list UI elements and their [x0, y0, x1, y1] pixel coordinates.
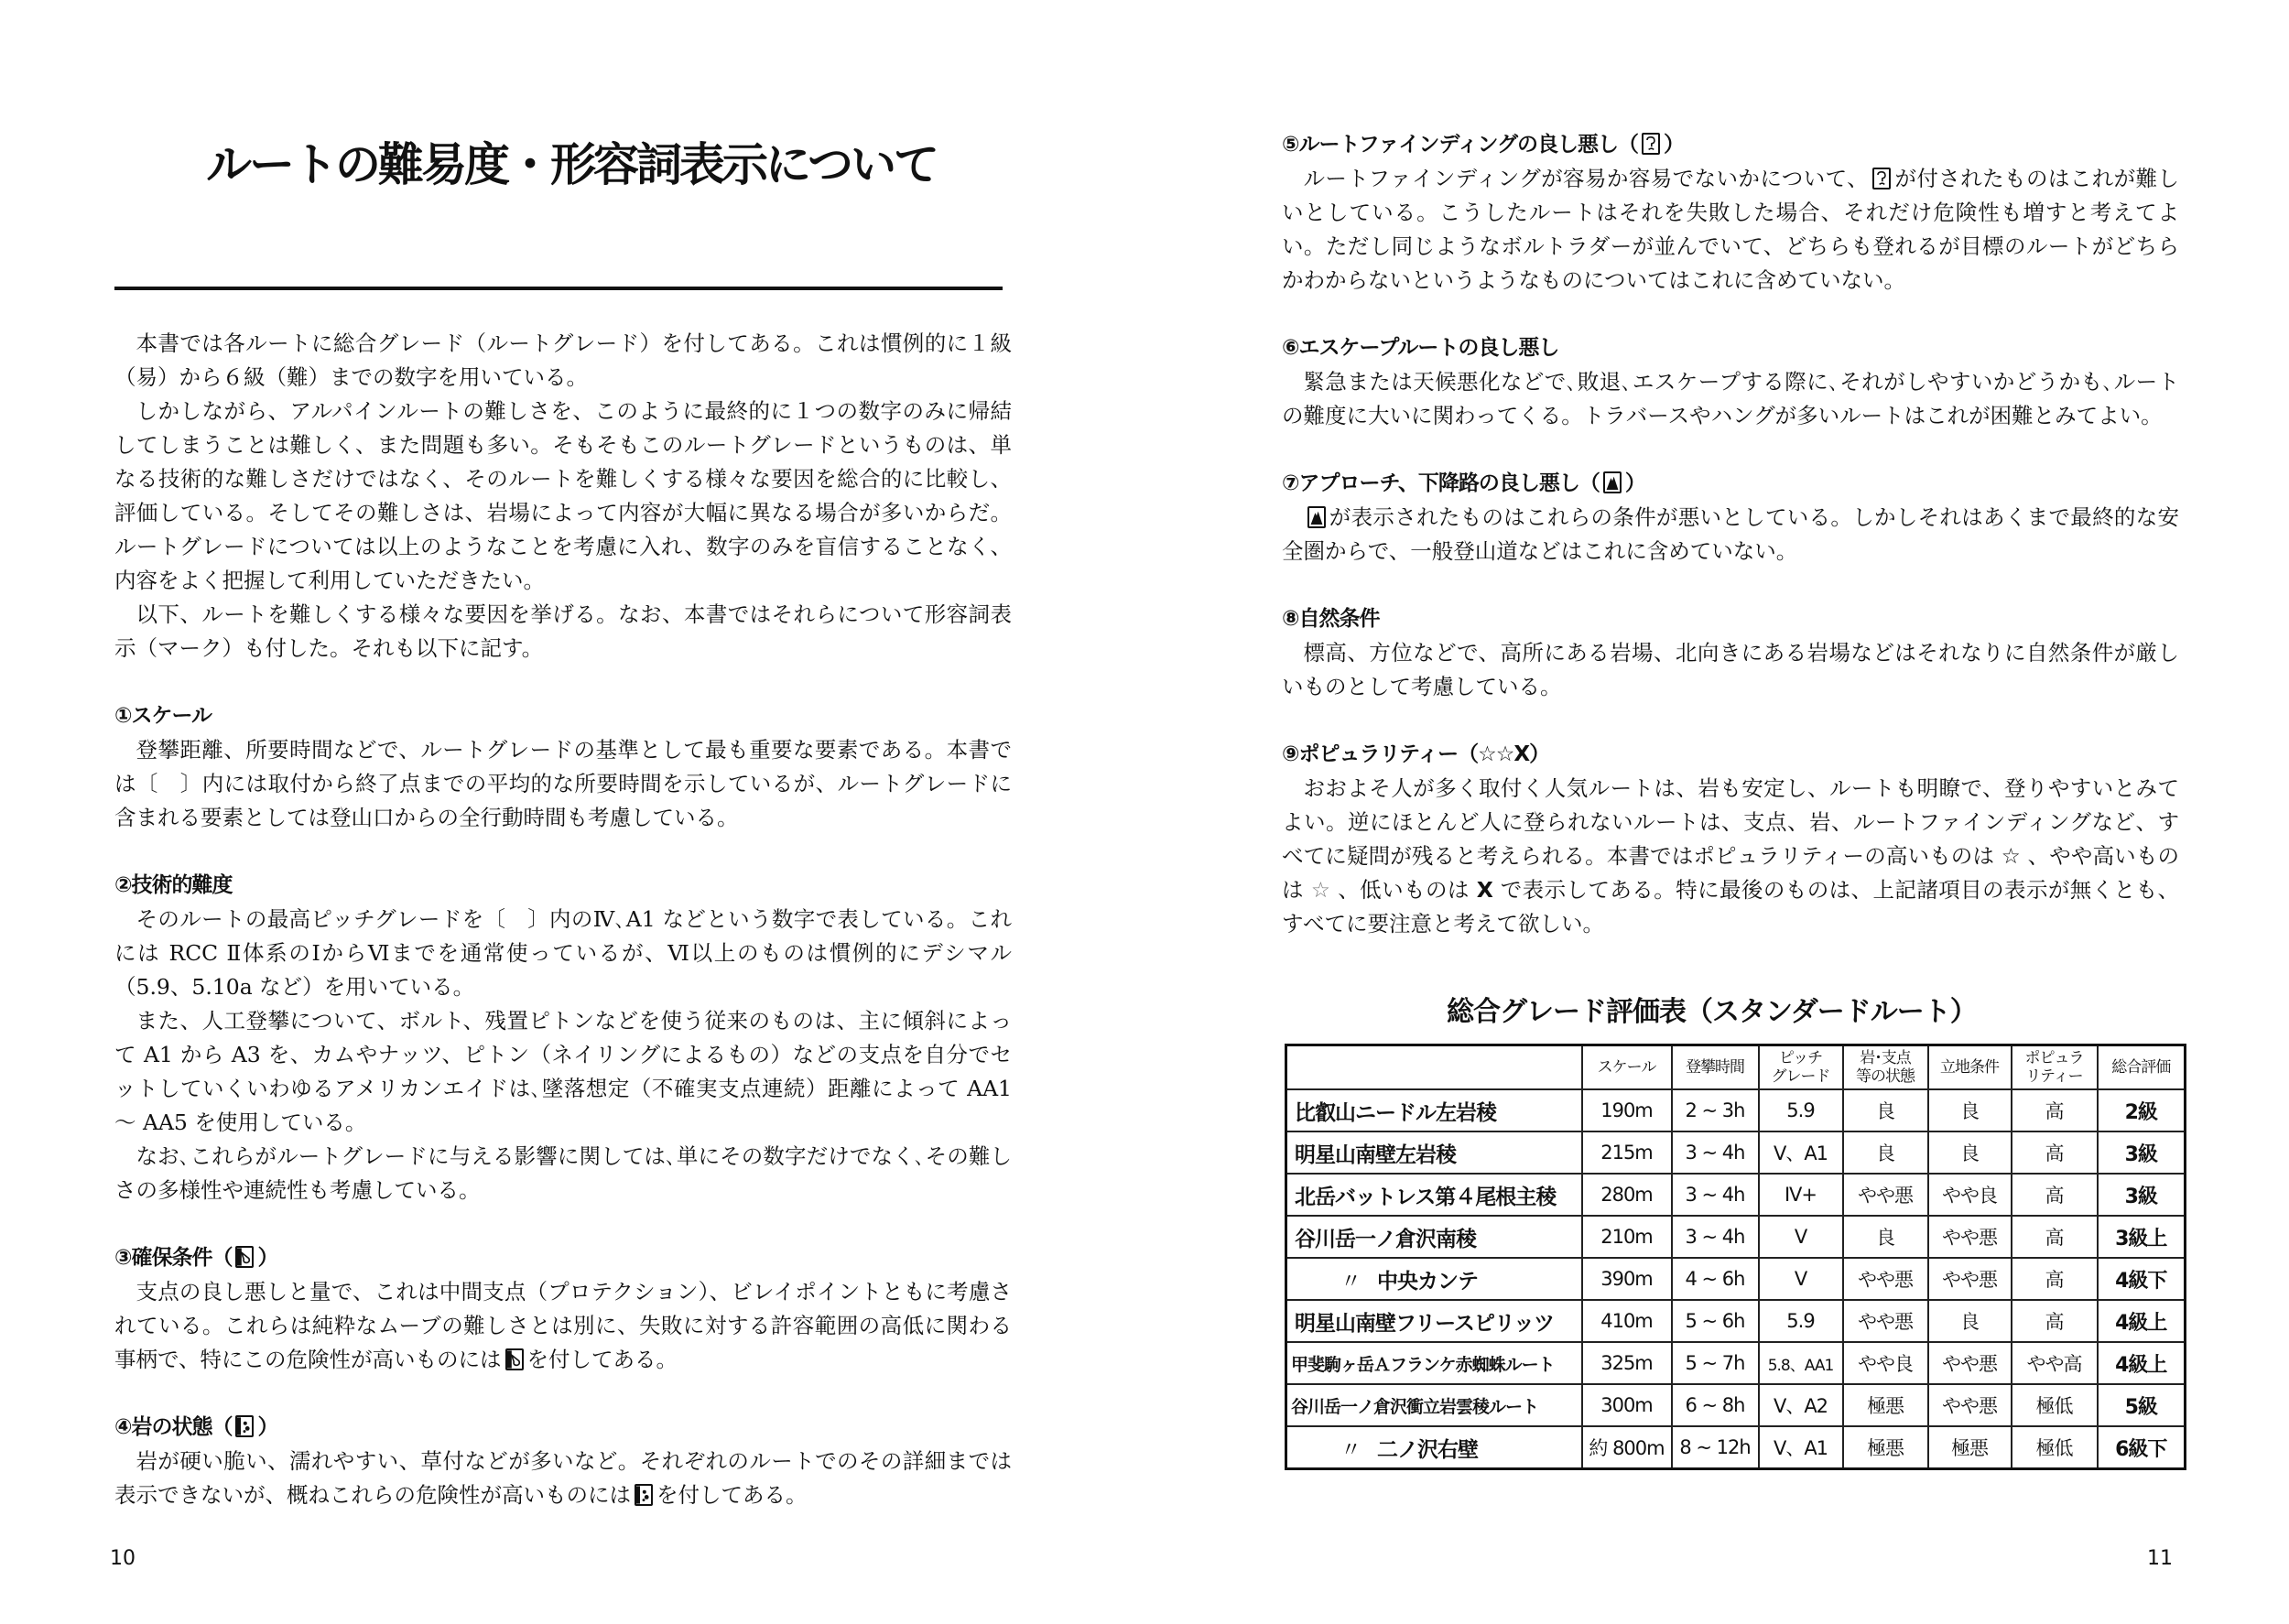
- star-mid-icon: ☆: [1310, 877, 1331, 903]
- route-name: 谷川岳一ノ倉沢南稜: [1295, 1227, 1476, 1251]
- time-cell: 3 ~ 4h: [1672, 1174, 1759, 1216]
- table-row: [1286, 1384, 2186, 1426]
- paragraph-text: 岩が硬い脆い、濡れやすい、草付などが多いなど。それぞれのルートでのその詳細までは表示できないが、概ねこれらの危険性が高いものには: [114, 1448, 1012, 1508]
- title-divider: [114, 287, 1003, 290]
- column-header-line: 岩･支点: [1860, 1049, 1911, 1067]
- popularity-cell: 極低: [2012, 1426, 2098, 1469]
- route-finding-mark-icon: [1642, 133, 1660, 155]
- table-row: [1286, 1342, 2186, 1384]
- location-cell: やや悪: [1928, 1258, 2012, 1300]
- right-page: [1144, 0, 2289, 1624]
- pitch-cell: Ⅴ: [1759, 1258, 1843, 1300]
- scale-cell: 390m: [1582, 1258, 1672, 1300]
- column-header: [2012, 1045, 2098, 1090]
- heading-text: ④岩の状態（: [114, 1415, 233, 1439]
- table-row: [1286, 1426, 2186, 1469]
- heading-text: ）: [257, 1415, 278, 1439]
- rock-cell: 良: [1843, 1216, 1928, 1258]
- time-cell: 2 ~ 3h: [1672, 1089, 1759, 1131]
- rock-cell: やや良: [1843, 1342, 1928, 1384]
- route-name: 甲斐駒ヶ岳Ａフランケ赤蜘蛛ルート: [1291, 1354, 1555, 1375]
- scale-cell: 410m: [1582, 1300, 1672, 1342]
- heading-text: ）: [1624, 471, 1645, 495]
- section-paragraph: 緊急または天候悪化などで､敗退､エスケープする際に､それがしやすいかどうかも､ルートの難度に大いに関わってくる。トラバースやハングが多いルートはこれが困難とみてよい。: [1282, 369, 2179, 428]
- popularity-cell: 高: [2012, 1131, 2098, 1174]
- pitch-cell: Ⅴ、A2: [1759, 1384, 1843, 1426]
- section-paragraph: [114, 1445, 1012, 1512]
- location-cell: 極悪: [1928, 1426, 2012, 1469]
- section-protection: [114, 1241, 1012, 1377]
- column-header-line: スケール: [1597, 1058, 1656, 1077]
- section-heading: ⑨ポピュラリティー（☆☆X）: [1282, 742, 1550, 766]
- column-header: [1759, 1045, 1843, 1090]
- pitch-cell: 5.8、AA1: [1759, 1342, 1843, 1384]
- location-cell: 良: [1928, 1300, 2012, 1342]
- left-page: [0, 0, 1144, 1624]
- heading-text: ⑦アプローチ、下降路の良し悪し（: [1282, 471, 1600, 495]
- location-cell: 良: [1928, 1131, 2012, 1174]
- paragraph-text: 、低いものは: [1338, 877, 1470, 903]
- route-finding-mark-icon: [1872, 168, 1891, 189]
- section-paragraph: 登攀距離、所要時間などで、ルートグレードの基準として最も重要な要素である。本書では〔 〕内には取付から終了点までの平均的な所要時間を示しているが、ルートグレードに含まれる要素としては登山口からの全行動時間も考慮している。: [114, 737, 1012, 830]
- paragraph-text: おおよそ人が多く取付く人気ルートは、岩も安定し、ルートも明瞭で、登りやすいとみてよい。逆にほとんど人に登られないルートは、支点、岩、ルートファインディングなど、すべてに疑問が残ると考えられる。本書ではポピュラリティーの高いものは: [1282, 775, 2179, 869]
- rock-cell: やや悪: [1843, 1258, 1928, 1300]
- time-cell: 8 ~ 12h: [1672, 1426, 1759, 1469]
- rock-cell: 良: [1843, 1131, 1928, 1174]
- section-heading: ⑧自然条件: [1282, 607, 1380, 631]
- column-header: [1928, 1045, 2012, 1090]
- section-paragraph: [1282, 772, 2179, 941]
- section-paragraph: なお､これらがルートグレードに与える影響に関しては､単にその数字だけでなく､その難しさの多様性や連続性も考慮している。: [114, 1143, 1012, 1203]
- scale-cell: 215m: [1582, 1131, 1672, 1174]
- popularity-cell: 高: [2012, 1300, 2098, 1342]
- grade-cell: 4級下: [2098, 1258, 2186, 1300]
- intro-paragraph: 以下、ルートを難しくする様々な要因を挙げる。なお、本書ではそれらについて形容詞表示（マーク）も付した。それも以下に記す。: [114, 601, 1012, 661]
- section-heading: [114, 1241, 1012, 1275]
- paragraph-text: で表示してある。特に最後のものは、上記諸項目の表示が無くとも、すべてに要注意と考えて欲しい。: [1282, 877, 2180, 937]
- section-paragraph: [1282, 501, 2179, 568]
- section-natural-conditions: [1282, 602, 2179, 704]
- route-name-cell: [1286, 1174, 1582, 1216]
- column-header-line: 等の状態: [1856, 1067, 1915, 1086]
- route-name-cell: [1286, 1131, 1582, 1174]
- left-body: [114, 327, 1012, 1512]
- column-header: [1286, 1045, 1582, 1090]
- paragraph-text: が表示されたものはこれらの条件が悪いとしている。しかしそれはあくまで最終的な安全圏からで、一般登山道などはこれに含めていない。: [1282, 504, 2179, 564]
- section-heading: [1282, 467, 2179, 501]
- time-cell: 4 ~ 6h: [1672, 1258, 1759, 1300]
- route-name-cell: [1286, 1426, 1582, 1469]
- section-heading: ⑥エスケープルートの良し悪し: [1282, 336, 1559, 360]
- loose-rock-mark-icon: [235, 1415, 254, 1437]
- paragraph-text: 支点の良し悪しと量で、これは中間支点（プロテクション）、ビレイポイントともに考慮されている。これらは純粋なムーブの難しさとは別に、失敗に対する許容範囲の高低に関わる事柄で、特にこの危険性が高いものには: [114, 1279, 1012, 1372]
- grade-cell: 2級: [2098, 1089, 2186, 1131]
- pitch-cell: Ⅴ、A1: [1759, 1131, 1843, 1174]
- route-name: 二ノ沢右壁: [1377, 1437, 1478, 1462]
- popularity-cell: やや高: [2012, 1342, 2098, 1384]
- grade-cell: 6級下: [2098, 1426, 2186, 1469]
- pitch-cell: Ⅴ、A1: [1759, 1426, 1843, 1469]
- time-cell: 5 ~ 7h: [1672, 1342, 1759, 1384]
- page-number: 11: [2147, 1547, 2173, 1570]
- scale-cell: 325m: [1582, 1342, 1672, 1384]
- rock-cell: 極悪: [1843, 1384, 1928, 1426]
- column-header-line: リティー: [2025, 1067, 2083, 1086]
- time-cell: 3 ~ 4h: [1672, 1216, 1759, 1258]
- rock-cell: 良: [1843, 1089, 1928, 1131]
- intro-paragraph: しかしながら、アルパインルートの難しさを、このように最終的に１つの数字のみに帰結してしまうことは難しく、また問題も多い。そもそもこのルートグレードというものは、単なる技術的な難しさだけではなく、そのルートを難しくする様々な要因を総合的に比較し、評価している。そしてその難しさは、岩場によって内容が大幅に異なる場合が多いからだ。ルートグレードについては以上のようなことを考慮に入れ、数字のみを盲信することなく、内容をよく把握して利用していただきたい。: [114, 398, 1012, 593]
- section-heading: [1282, 128, 2179, 162]
- paragraph-text: が付されたものはこれが難しいとしている。こうしたルートはそれを失敗した場合、それだけ危険性も増すと考えてよい。ただし同じようなボルトラダーが並んでいて、どちらも登れるが目標のルートがどちらかわからないというようなものについてはこれに含めていない。: [1282, 166, 2179, 293]
- ditto-mark: 〃: [1340, 1269, 1361, 1294]
- intro-paragraph: 本書では各ルートに総合グレード（ルートグレード）を付してある。これは慣例的に１級（易）から６級（難）までの数字を用いている。: [114, 330, 1012, 390]
- table-row: [1286, 1258, 2186, 1300]
- column-header-line: ポピュラ: [2024, 1049, 2084, 1067]
- section-heading: ②技術的難度: [114, 873, 233, 897]
- column-header: [1843, 1045, 1928, 1090]
- column-header-line: 総合評価: [2111, 1058, 2171, 1077]
- scale-cell: 280m: [1582, 1174, 1672, 1216]
- table-row: [1286, 1216, 2186, 1258]
- heading-text: ⑤ルートファインディングの良し悪し（: [1282, 133, 1639, 157]
- time-cell: 5 ~ 6h: [1672, 1300, 1759, 1342]
- approach-mark-icon: [1603, 471, 1622, 493]
- section-heading: [114, 1411, 1012, 1445]
- location-cell: やや良: [1928, 1174, 2012, 1216]
- loose-rock-mark-icon: [635, 1484, 653, 1506]
- location-cell: やや悪: [1928, 1342, 2012, 1384]
- popularity-cell: 高: [2012, 1216, 2098, 1258]
- scale-cell: 約 800m: [1582, 1426, 1672, 1469]
- grade-cell: 4級上: [2098, 1342, 2186, 1384]
- heading-text: ）: [257, 1246, 278, 1270]
- section-paragraph: また、人工登攀について、ボルト、残置ピトンなどを使う従来のものは、主に傾斜によって A1 から A3 を、カムやナッツ、ピトン（ネイリングによるもの）などの支点を自分でセットしていくいわゆるアメリカンエイドは､墜落想定（不確実支点連続）距離によって AA1 ～ AA5 を使用している。: [114, 1008, 1012, 1135]
- column-header: [1582, 1045, 1672, 1090]
- popularity-cell: 高: [2012, 1258, 2098, 1300]
- rock-cell: やや悪: [1843, 1174, 1928, 1216]
- section-paragraph: [1282, 162, 2179, 298]
- popularity-cell: 極低: [2012, 1384, 2098, 1426]
- page-number: 10: [110, 1547, 136, 1570]
- paragraph-text: を付してある。: [656, 1482, 808, 1508]
- protection-mark-icon: [505, 1348, 524, 1370]
- time-cell: 3 ~ 4h: [1672, 1131, 1759, 1174]
- route-name: 北岳バットレス第４尾根主稜: [1295, 1185, 1557, 1209]
- section-route-finding: [1282, 128, 2179, 298]
- section-paragraph: [114, 1275, 1012, 1377]
- column-header: [2098, 1045, 2186, 1090]
- grade-cell: 3級上: [2098, 1216, 2186, 1258]
- section-rock-condition: [114, 1411, 1012, 1512]
- paragraph-text: を付してある。: [526, 1347, 678, 1372]
- route-name-cell: [1286, 1089, 1582, 1131]
- cross-low-icon: X: [1476, 877, 1493, 903]
- paragraph-text: ルートファインディングが容易か容易でないかについて、: [1303, 166, 1870, 191]
- page-title: ルートの難易度・形容詞表示について: [206, 138, 937, 191]
- scale-cell: 190m: [1582, 1089, 1672, 1131]
- right-body: [1282, 128, 2179, 941]
- scale-cell: 300m: [1582, 1384, 1672, 1426]
- pitch-cell: Ⅴ: [1759, 1216, 1843, 1258]
- section-approach: [1282, 467, 2179, 568]
- pitch-cell: 5.9: [1759, 1089, 1843, 1131]
- column-header-line: グレード: [1771, 1067, 1830, 1086]
- location-cell: 良: [1928, 1089, 2012, 1131]
- pitch-cell: Ⅳ+: [1759, 1174, 1843, 1216]
- rock-cell: やや悪: [1843, 1300, 1928, 1342]
- grade-cell: 3級: [2098, 1174, 2186, 1216]
- grade-table: [1285, 1044, 2186, 1470]
- scale-cell: 210m: [1582, 1216, 1672, 1258]
- route-name: 明星山南壁左岩稜: [1295, 1142, 1456, 1167]
- paragraph-text: 、やや高いものは: [1282, 843, 2179, 903]
- table-row: [1286, 1089, 2186, 1131]
- approach-mark-icon: [1307, 506, 1326, 528]
- column-header-line: 立地条件: [1940, 1058, 1999, 1077]
- route-name: 中央カンテ: [1377, 1269, 1478, 1294]
- grade-cell: 5級: [2098, 1384, 2186, 1426]
- section-scale: [114, 699, 1012, 835]
- location-cell: やや悪: [1928, 1384, 2012, 1426]
- section-popularity: [1282, 738, 2179, 941]
- column-header: [1672, 1045, 1759, 1090]
- table-row: [1286, 1300, 2186, 1342]
- route-name-cell: [1286, 1384, 1582, 1426]
- protection-mark-icon: [235, 1246, 254, 1268]
- time-cell: 6 ~ 8h: [1672, 1384, 1759, 1426]
- grade-cell: 4級上: [2098, 1300, 2186, 1342]
- column-header-line: 登攀時間: [1686, 1058, 1744, 1077]
- table-title: 総合グレード評価表（スタンダードルート）: [1447, 996, 1977, 1028]
- route-name-cell: [1286, 1342, 1582, 1384]
- star-high-icon: ☆: [2001, 843, 2021, 869]
- pitch-cell: 5.9: [1759, 1300, 1843, 1342]
- route-name: 比叡山ニードル左岩稜: [1295, 1100, 1496, 1125]
- location-cell: やや悪: [1928, 1216, 2012, 1258]
- column-header-line: ピッチ: [1778, 1049, 1823, 1067]
- table-header-row: [1286, 1045, 2186, 1090]
- table-row: [1286, 1174, 2186, 1216]
- grade-cell: 3級: [2098, 1131, 2186, 1174]
- route-name-cell: [1286, 1258, 1582, 1300]
- table-row: [1286, 1131, 2186, 1174]
- section-paragraph: そのルートの最高ピッチグレードを〔 〕内のⅣ､A1 などという数字で表している。これには RCC Ⅱ体系のⅠからⅥまでを通常使っているが、Ⅵ以上のものは慣例的にデシマル（5.9、5.10a など）を用いている。: [114, 906, 1012, 1000]
- popularity-cell: 高: [2012, 1089, 2098, 1131]
- section-paragraph: 標高、方位などで、高所にある岩場、北向きにある岩場などはそれなりに自然条件が厳しいものとして考慮している。: [1282, 640, 2179, 699]
- route-name: 明星山南壁フリースピリッツ: [1295, 1311, 1555, 1336]
- section-escape-route: [1282, 331, 2179, 433]
- section-heading: ①スケール: [114, 704, 212, 728]
- popularity-cell: 高: [2012, 1174, 2098, 1216]
- heading-text: ③確保条件（: [114, 1246, 233, 1270]
- ditto-mark: 〃: [1340, 1437, 1361, 1462]
- route-name-cell: [1286, 1300, 1582, 1342]
- route-name: 谷川岳一ノ倉沢衝立岩雲稜ルート: [1291, 1396, 1539, 1417]
- rock-cell: 極悪: [1843, 1426, 1928, 1469]
- route-name-cell: [1286, 1216, 1582, 1258]
- heading-text: ）: [1664, 133, 1685, 157]
- section-technical-difficulty: [114, 869, 1012, 1207]
